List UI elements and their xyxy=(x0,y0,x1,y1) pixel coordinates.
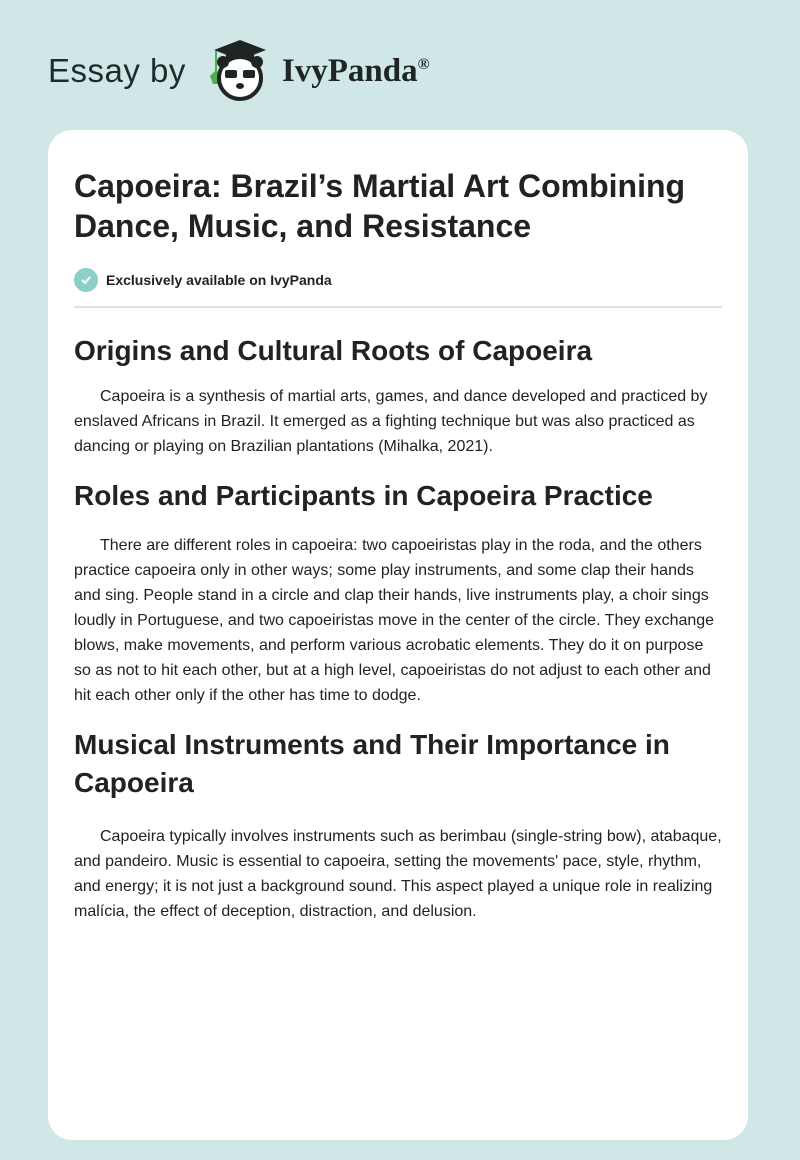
registered-mark: ® xyxy=(417,55,430,73)
panda-logo-icon[interactable] xyxy=(206,36,272,107)
section-paragraph: There are different roles in capoeira: two capoeiristas play in the roda, and the others practice capoeira only in other ways; some play instruments, and some clap their hands and sing. People stand in a circle and clap their hands, live instruments play, a choir sings loudly in Portuguese, and two capoeiristas move in the center of the circle. They exchange blows, make movements, and perform various acrobatic elements. They do it on purpose so as not to hit each other, but at a high level, capoeiristas do not adjust to each other and hit each other only if the other has time to dodge. xyxy=(74,537,715,704)
site-header xyxy=(48,36,430,106)
essay-card xyxy=(48,130,748,1140)
section-heading: Origins and Cultural Roots of Capoeira xyxy=(74,335,593,366)
page-title: Capoeira: Brazil’s Martial Art Combining Dance, Music, and Resistance xyxy=(74,168,686,244)
badge-text: Exclusively available on IvyPanda xyxy=(106,272,332,288)
brand-name[interactable] xyxy=(282,53,430,90)
section-heading: Musical Instruments and Their Importance in Capoeira xyxy=(74,729,670,798)
essay-by-label: Essay by xyxy=(48,52,186,89)
section-paragraph: Capoeira typically involves instruments such as berimbau (single-string bow), atabaque, and pandeiro. Music is essential to capoeira, setting the movements' pace, style, rhythm, and energy; it is not just a background sound. This aspect played a unique role in realizing malícia, the effect of deception, distraction, and delusion. xyxy=(74,828,722,920)
section-heading: Roles and Participants in Capoeira Practice xyxy=(74,480,653,511)
section-paragraph: Capoeira is a synthesis of martial arts, games, and dance developed and practiced by enslaved Africans in Brazil. It emerged as a fighting technique but was also practiced as dancing or playing on Brazilian plantations (Mihalka, 2021). xyxy=(74,388,708,455)
divider xyxy=(74,306,722,308)
brand-text: IvyPanda xyxy=(281,52,418,89)
exclusive-badge xyxy=(74,268,722,292)
check-icon xyxy=(74,268,98,292)
